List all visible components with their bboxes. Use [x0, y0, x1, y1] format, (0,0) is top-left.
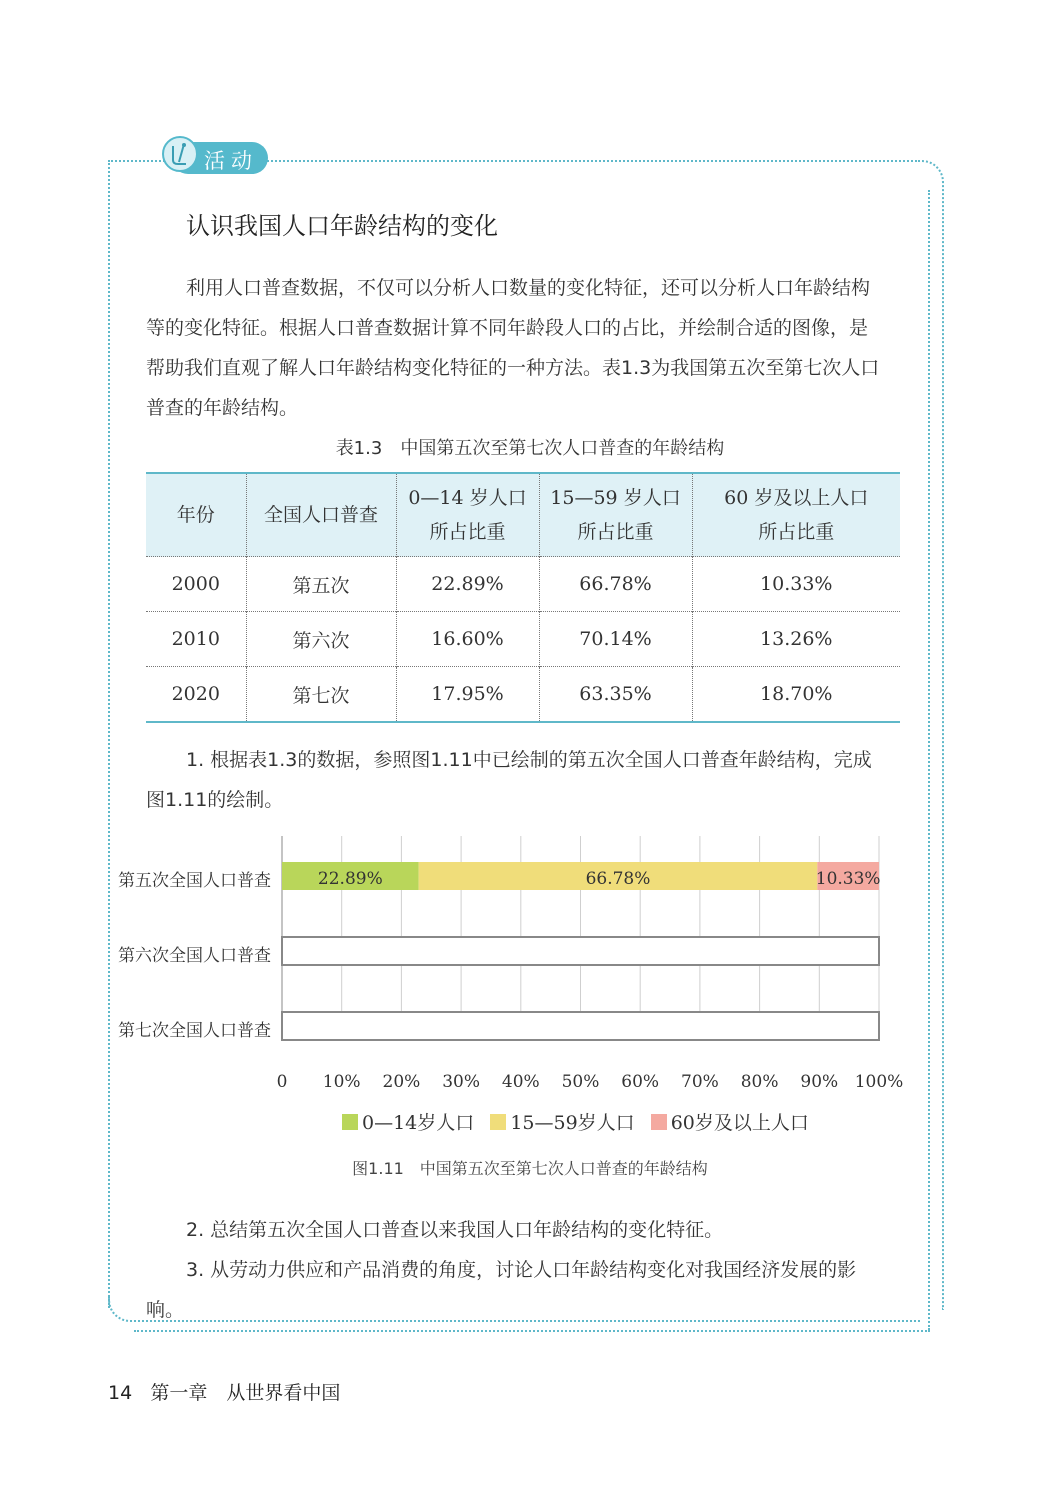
- table-cell: 第六次: [246, 612, 396, 667]
- category-label: 第五次全国人口普查: [118, 871, 271, 891]
- legend-item: 15—59岁人口: [490, 1108, 634, 1135]
- legend-item: 0—14岁人口: [342, 1108, 474, 1135]
- table-header-cell: 15—59 岁人口 所占比重: [539, 473, 692, 557]
- table-cell: 66.78%: [539, 557, 692, 612]
- table-cell: 2020: [146, 667, 246, 723]
- page-number: 14: [108, 1382, 133, 1404]
- table-cell: 2000: [146, 557, 246, 612]
- x-tick-label: 30%: [442, 1072, 480, 1092]
- legend-swatch: [342, 1114, 358, 1130]
- table-cell: 17.95%: [396, 667, 539, 723]
- activity-intro: 利用人口普查数据，不仅可以分析人口数量的变化特征，还可以分析人口年龄结构等的变化特征。根据人口普查数据计算不同年龄段人口的占比，并绘制合适的图像，是帮助我们直观了解人口年龄结构变化特征的一种方法。表1.3为我国第五次至第七次人口普查的年龄结构。: [146, 277, 880, 419]
- table-caption: 表1.3 中国第五次至第七次人口普查的年龄结构: [335, 438, 725, 459]
- table-cell: 18.70%: [692, 667, 900, 723]
- empty-bar-outline: [282, 1012, 879, 1040]
- table-cell: 第七次: [246, 667, 396, 723]
- category-label: 第六次全国人口普查: [118, 946, 271, 966]
- table-cell: 第五次: [246, 557, 396, 612]
- x-tick-label: 10%: [322, 1072, 361, 1092]
- figure-caption: 图1.11 中国第五次至第七次人口普查的年龄结构: [352, 1159, 708, 1178]
- legend-swatch: [651, 1114, 667, 1130]
- x-tick-label: 100%: [854, 1072, 904, 1092]
- x-tick-label: 70%: [681, 1072, 719, 1092]
- x-tick-label: 0: [276, 1072, 288, 1092]
- question-2: 2. 总结第五次全国人口普查以来我国人口年龄结构的变化特征。: [186, 1219, 724, 1241]
- table-cell: 13.26%: [692, 612, 900, 667]
- bar-data-label: 22.89%: [317, 869, 383, 889]
- legend-swatch: [490, 1114, 506, 1130]
- table-cell: 2010: [146, 612, 246, 667]
- table-header-cell: 年份: [176, 504, 215, 526]
- table-header-cell: 全国人口普查: [246, 473, 396, 557]
- table-cell: 70.14%: [539, 612, 692, 667]
- x-tick-label: 40%: [501, 1072, 540, 1092]
- category-label: 第七次全国人口普查: [118, 1021, 271, 1041]
- legend-item: 60岁及以上人口: [651, 1108, 809, 1135]
- x-tick-label: 80%: [740, 1072, 779, 1092]
- chapter-title: 第一章 从世界看中国: [150, 1382, 341, 1404]
- x-tick-label: 90%: [800, 1072, 839, 1092]
- x-tick-label: 50%: [561, 1072, 600, 1092]
- chart-legend: [342, 1108, 819, 1135]
- x-tick-label: 20%: [382, 1072, 421, 1092]
- question-3: 3. 从劳动力供应和产品消费的角度，讨论人口年龄结构变化对我国经济发展的影响。: [146, 1259, 857, 1321]
- activity-title: 认识我国人口年龄结构的变化: [186, 212, 498, 240]
- empty-bar-outline: [282, 937, 879, 965]
- table-header-cell: 0—14 岁人口 所占比重: [396, 473, 539, 557]
- activity-badge-label: 活动: [204, 149, 258, 173]
- table-header-cell: 60 岁及以上人口 所占比重: [692, 473, 900, 557]
- table-cell: 16.60%: [396, 612, 539, 667]
- table-cell: 10.33%: [692, 557, 900, 612]
- bar-data-label: 66.78%: [585, 869, 651, 889]
- question-1: 1. 根据表1.3的数据，参照图1.11中已绘制的第五次全国人口普查年龄结构，完成图1.11的绘制。: [146, 749, 872, 811]
- table-cell: 63.35%: [539, 667, 692, 723]
- table-cell: 22.89%: [396, 557, 539, 612]
- x-tick-label: 60%: [621, 1072, 660, 1092]
- bar-data-label: 10.33%: [815, 869, 881, 889]
- page-footer: [108, 1378, 340, 1405]
